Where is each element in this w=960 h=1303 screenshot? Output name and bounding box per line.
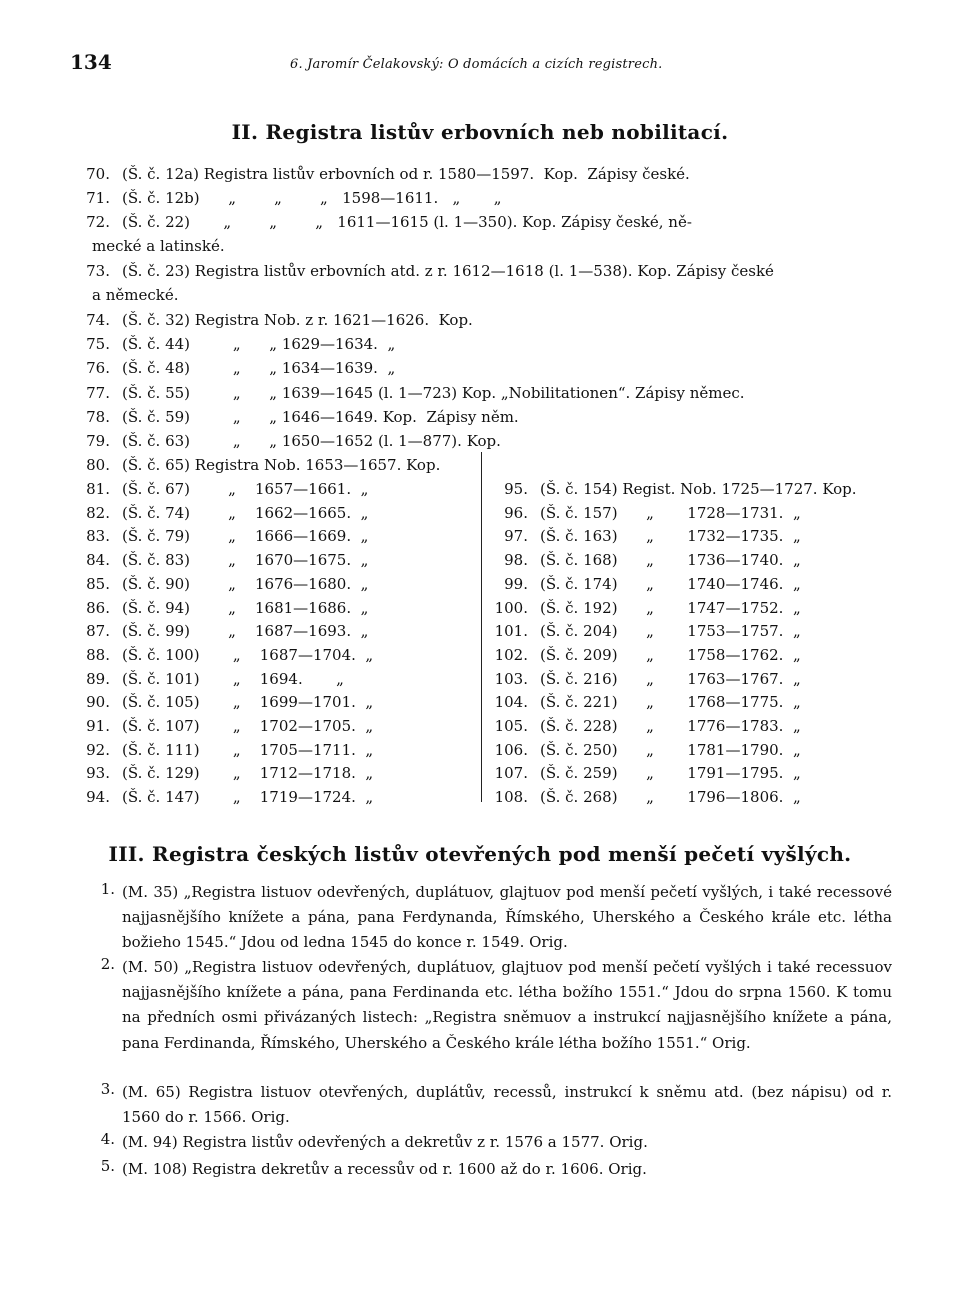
entry-number: 94. xyxy=(86,788,110,807)
entry-number: 72. xyxy=(86,213,110,231)
item-number: 4. xyxy=(100,1130,115,1148)
entry-number: 76. xyxy=(86,359,110,377)
entry-text: (Š. č. 94) „ 1681—1686. „ xyxy=(122,598,369,617)
entry-number: 108. xyxy=(494,788,528,807)
item-text: (M. 65) Registra listuov otevřených, duplátův, recessů, instrukcí k sněmu atd. (bez nápisu) od r. 1560 do r. 1566. Orig. xyxy=(122,1083,892,1127)
entry-text: (Š. č. 111) „ 1705—1711. „ xyxy=(122,740,374,759)
section-3-title: III. Registra českých listův otevřených pod menší pečetí vyšlých. xyxy=(108,842,852,866)
item-text: (M. 50) „Registra listuov odevřených, duplátuov, glajtuov pod menší pečetí vyšlých i také recessuov najjasnějšího knížete a pána, pana Ferdinanda etc. létha božího 1551.“ Jdou do srpna 1560. K tomu na předních osmi přivázaných listech: „Registra sněmuov a instrukcí najjasnějšího knížete a pána, pana Ferdinanda, Římského, Uherského a Českého krále létha božího 1551.“ Orig. xyxy=(122,958,892,1052)
entry-number: 93. xyxy=(86,764,110,783)
entry-text: (Š. č. 157) „ 1728—1731. „ xyxy=(540,503,801,522)
entry-number: 92. xyxy=(86,740,110,759)
entry-text: (Š. č. 204) „ 1753—1757. „ xyxy=(540,622,801,641)
entry-number: 101. xyxy=(494,622,528,641)
entry-text: (Š. č. 216) „ 1763—1767. „ xyxy=(540,669,801,688)
entry-number: 100. xyxy=(494,598,528,617)
entry-number: 74. xyxy=(86,311,110,329)
running-title: 6. Jaromír Čelakovský: O domácích a cizích registrech. xyxy=(290,57,663,72)
entry-number: 75. xyxy=(86,335,110,353)
entry-number: 105. xyxy=(494,717,528,735)
entry-text: (Š. č. 105) „ 1699—1701. „ xyxy=(122,693,374,712)
entry-text-continuation: mecké a latinské. xyxy=(92,237,225,255)
entry-text: (Š. č. 100) „ 1687—1704. „ xyxy=(122,645,374,664)
entry-text: (Š. č. 268) „ 1796—1806. „ xyxy=(540,788,801,807)
entry-text: (Š. č. 129) „ 1712—1718. „ xyxy=(122,764,374,783)
entry-text: (Š. č. 32) Registra Nob. z r. 1621—1626. Kop. xyxy=(122,311,473,329)
entry-text: (Š. č. 63) „ „ 1650—1652 (l. 1—877). Kop. xyxy=(122,432,501,450)
entry-number: 85. xyxy=(86,574,110,593)
entry-number: 107. xyxy=(494,764,528,783)
entry-text: (Š. č. 48) „ „ 1634—1639. „ xyxy=(122,359,396,377)
entry-number: 78. xyxy=(86,408,110,426)
entry-number: 103. xyxy=(494,669,528,688)
entry-number: 87. xyxy=(86,622,110,641)
entry-text: (Š. č. 174) „ 1740—1746. „ xyxy=(540,574,801,593)
entry-text: (Š. č. 79) „ 1666—1669. „ xyxy=(122,527,369,546)
entry-number: 79. xyxy=(86,432,110,450)
entry-text-continuation: a německé. xyxy=(92,286,179,304)
entry-text: (Š. č. 12b) „ „ „ 1598—1611. „ „ xyxy=(122,189,502,207)
section-2-title: II. Registra listův erbovních neb nobilitací. xyxy=(231,120,729,144)
entry-number: 83. xyxy=(86,527,110,546)
entry-text: (Š. č. 209) „ 1758—1762. „ xyxy=(540,645,801,664)
entry-text: (Š. č. 99) „ 1687—1693. „ xyxy=(122,622,369,641)
entry-text: (Š. č. 22) „ „ „ 1611—1615 (l. 1—350). Kop. Zápisy české, ně- xyxy=(122,213,692,231)
entry-number: 71. xyxy=(86,189,110,207)
entry-text: (Š. č. 221) „ 1768—1775. „ xyxy=(540,693,801,712)
entry-text: (Š. č. 192) „ 1747—1752. „ xyxy=(540,598,801,617)
entry-text: (Š. č. 23) Registra listův erbovních atd. z r. 1612—1618 (l. 1—538). Kop. Zápisy české xyxy=(122,262,774,280)
entry-text: (Š. č. 250) „ 1781—1790. „ xyxy=(540,740,801,759)
entry-text: (Š. č. 163) „ 1732—1735. „ xyxy=(540,527,801,546)
item-text: (M. 94) Registra listův odevřených a dekretův z r. 1576 a 1577. Orig. xyxy=(122,1133,648,1151)
entry-number: 95. xyxy=(504,480,528,498)
entry-number: 73. xyxy=(86,262,110,280)
entry-text: (Š. č. 59) „ „ 1646—1649. Kop. Zápisy něm. xyxy=(122,408,519,426)
entry-text: (Š. č. 44) „ „ 1629—1634. „ xyxy=(122,335,396,353)
entry-text: (Š. č. 259) „ 1791—1795. „ xyxy=(540,764,801,783)
entry-number: 81. xyxy=(86,480,110,498)
entry-text: (Š. č. 228) „ 1776—1783. „ xyxy=(540,717,801,735)
entry-number: 98. xyxy=(504,551,528,570)
entry-number: 70. xyxy=(86,165,110,183)
entry-number: 80. xyxy=(86,456,110,474)
entry-number: 97. xyxy=(504,527,528,546)
entry-number: 84. xyxy=(86,551,110,570)
entry-number: 82. xyxy=(86,503,110,522)
entry-text: (Š. č. 147) „ 1719—1724. „ xyxy=(122,788,374,807)
entry-number: 106. xyxy=(494,740,528,759)
entry-number: 91. xyxy=(86,717,110,735)
entry-text: (Š. č. 83) „ 1670—1675. „ xyxy=(122,551,369,570)
entry-number: 86. xyxy=(86,598,110,617)
entry-number: 88. xyxy=(86,645,110,664)
entry-text: (Š. č. 107) „ 1702—1705. „ xyxy=(122,717,374,735)
entry-number: 90. xyxy=(86,693,110,712)
entry-text: (Š. č. 74) „ 1662—1665. „ xyxy=(122,503,369,522)
item-text: (M. 35) „Registra listuov odevřených, duplátuov, glajtuov pod menší pečetí vyšlých, i také recessové najjasnějšího knížete a pána, pana Ferdynanda, Římského, Uherského a Českého krále etc. létha božieho 1545.“ Jdou od ledna 1545 do konce r. 1549. Orig. xyxy=(122,883,892,952)
entry-text: (Š. č. 55) „ „ 1639—1645 (l. 1—723) Kop. „Nobilitationen“. Zápisy němec. xyxy=(122,384,745,402)
entry-text: (Š. č. 65) Registra Nob. 1653—1657. Kop. xyxy=(122,456,441,474)
entry-text: (Š. č. 12a) Registra listův erbovních od r. 1580—1597. Kop. Zápisy české. xyxy=(122,165,690,183)
entry-number: 96. xyxy=(504,503,528,522)
entry-number: 89. xyxy=(86,669,110,688)
item-number: 5. xyxy=(100,1157,115,1175)
entry-number: 99. xyxy=(504,574,528,593)
entry-text: (Š. č. 101) „ 1694. „ xyxy=(122,669,344,688)
column-divider xyxy=(481,452,482,802)
entry-number: 77. xyxy=(86,384,110,402)
entry-number: 104. xyxy=(494,693,528,712)
item-number: 2. xyxy=(100,955,115,973)
entry-number: 102. xyxy=(494,645,528,664)
entry-text: (Š. č. 90) „ 1676—1680. „ xyxy=(122,574,369,593)
entry-text: (Š. č. 168) „ 1736—1740. „ xyxy=(540,551,801,570)
item-text: (M. 108) Registra dekretův a recessův od r. 1600 až do r. 1606. Orig. xyxy=(122,1160,647,1178)
page-number: 134 xyxy=(70,50,112,74)
entry-text: (Š. č. 154) Regist. Nob. 1725—1727. Kop. xyxy=(540,480,857,498)
item-number: 3. xyxy=(100,1080,115,1098)
entry-text: (Š. č. 67) „ 1657—1661. „ xyxy=(122,480,369,498)
item-number: 1. xyxy=(100,880,115,898)
